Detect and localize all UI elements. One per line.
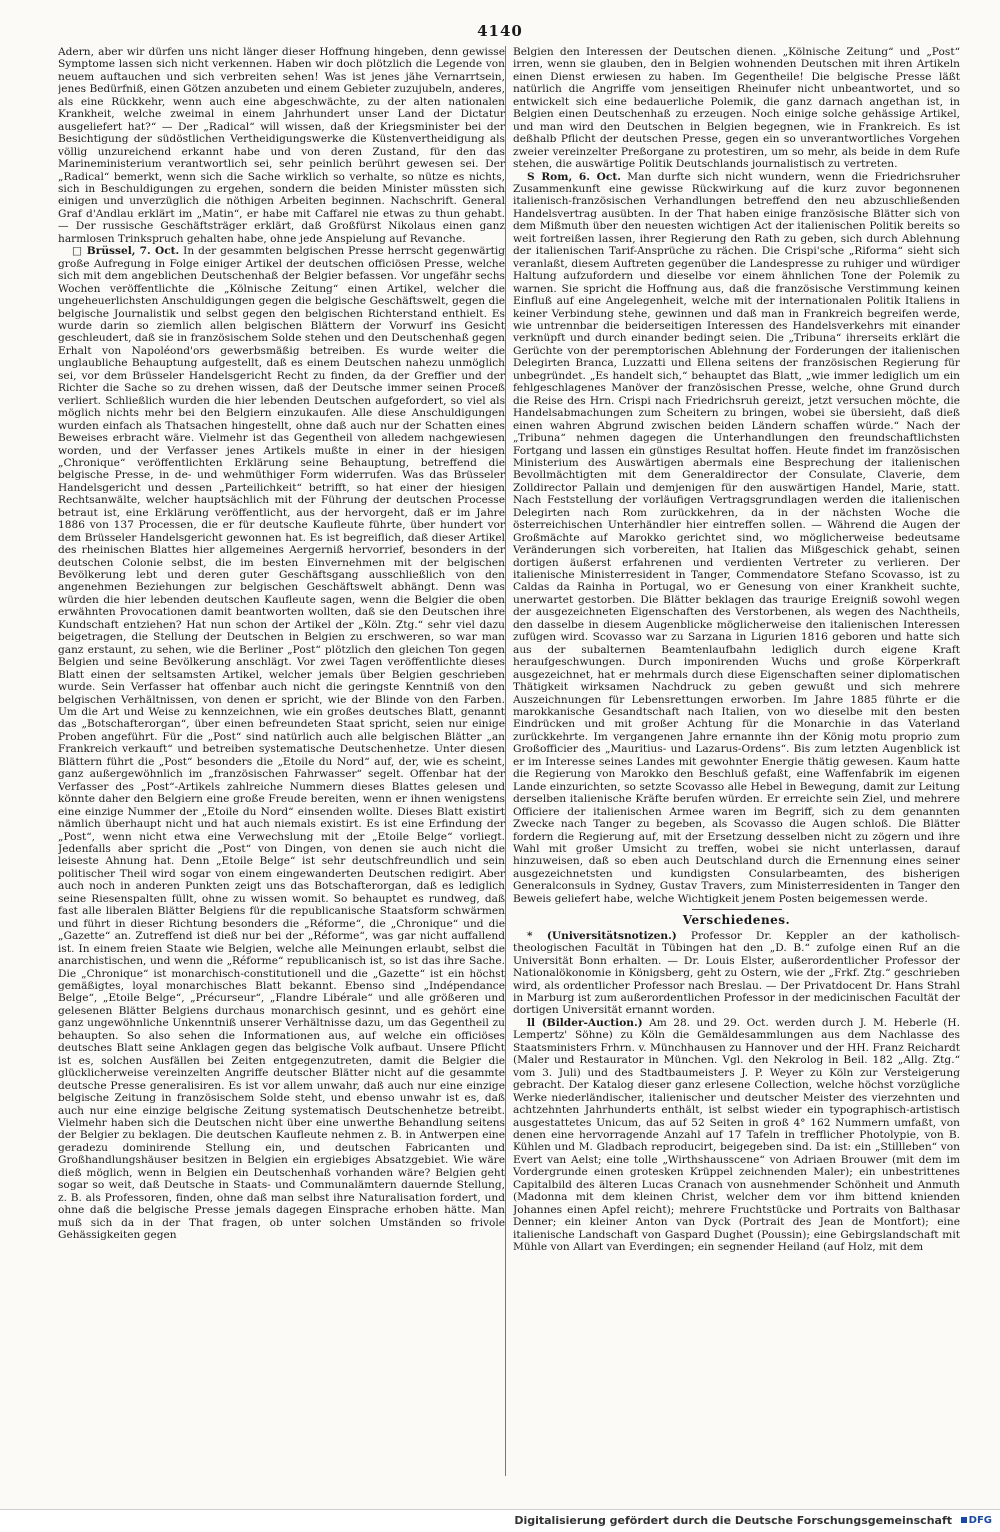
paragraph-text: Professor Dr. Keppler an der katholisch-theologischen Facultät in Tübingen hat den „D. B.“ zufolge einen Ruf an die Universität Bonn erhalten. — Dr. Louis Elster, außerordentlicher Professor der Nationalökonomie in Königsberg, geht zu Ostern, wie der „Frkf. Ztg.“ geschrieben wird, als ordentlicher Professor nach Breslau. — Der Privatdocent Dr. Hans Strahl in Marburg ist zum außerordentlichen Professor in der medicinischen Facultät der dortigen Universität ernannt worden. — [513, 929, 960, 1017]
section-rule — [692, 909, 782, 910]
paragraph-text: Am 28. und 29. Oct. werden durch J. M. Heberle (H. Lempertz' Söhne) zu Köln die Gemäldesammlungen aus dem Nachlasse des Staatsministers Frhrn. v. Münchhausen zu Hannover und der HH. Franz Reichardt (Maler und Restaurator in München. Vgl. den Nekrolog in Beil. 182 „Allg. Ztg.“ vom 3. Juli) und des Stadtbaumeisters J. P. Weyer zu Köln zur Versteigerung gebracht. Der Katalog dieser ganz erlesene Collection, welche höchst vorzügliche Werke niederländischer, italienischer und deutscher Meister des vierzehnten und achtzehnten Jahrhunderts enthält, ist selbst wieder ein typographisch-artistisch ausgestattetes Unicum, das auf 52 Seiten in groß 4° 162 Nummern umfaßt, von denen eine hervorragende Anzahl auf 17 Tafeln in trefflicher Photolypie, von B. Kühlen und M. Gladbach reproducirt, beigegeben sind. Da ist: ein „Stillleben“ von Evert van Aelst; eine tolle „Wirthshausscene“ von Adriaen Brouwer (mit dem im Vordergrunde einen grotesken Krüppel zeichnenden Maler); ein unbestrittenes Capitalbild des älteren Lucas Cranach von ausnehmender Schönheit und Anmuth (Madonna mit dem kleinen Christ, welcher dem vor ihm bittend knienden Johannes einen Apfel reicht); mehrere Fruchtstücke und Portraits von Balthasar Denner; ein kleiner Anton van Dyck (Portrait des Jean de Montfort); eine italienische Landschaft von Gaspard Dughet (Poussin); eine Gebirgslandschaft mit Mühle von Allart van Everdingen; ein segnender Heiland (auf Holz, mit dem — [513, 1016, 960, 1254]
paragraph-universitaet — [513, 930, 960, 1017]
dateline: S Rom, 6. Oct. — [527, 170, 621, 183]
paragraph-continued: Adern, aber wir dürfen uns nicht länger dieser Hoffnung hingeben, denn gewisse Symptome lassen sich nicht verkennen. Haben wir doch plötzlich die Legende von neuem auftauchen und sich verbreiten sehen! Was ist jenes jähe Vernarrtsein, jenes Bedürfniß, einen Götzen anzubeten und einem Gebieter zuzujubeln, anderes, als eine Rückkehr, wenn auch eine abgeschwächte, zu der alten nationalen Krankheit, welche zweimal in einem Jahrhundert unser Land der Dictatur ausgeliefert hat?“ — Der „Radical“ will wissen, daß der Kriegsminister bei der Besichtigung der südöstlichen Vertheidigungswerke die Küstenvertheidigung als völlig unzureichend erkannt habe und von deren Zustand, für den das Marineministerium verantwortlich sei, sehr peinlich berührt gewesen sei. Der „Radical“ bemerkt, wenn sich die Sache wirklich so verhalte, so nütze es nichts, sich in Beschuldigungen zu ergehen, sondern die beiden Minister müssten sich einigen und unverzüglich die nöthigen Arbeiten beginnen. Nachschrift. General Graf d'Andlau erklärt im „Matin“, er habe mit Caffarel nie etwas zu thun gehabt. — Der russische Geschäftsträger erklärt, daß Großfürst Nikolaus einen ganz harmlosen Trinkspruch gehalten habe, ohne jede Anspielung auf Revanche. — [58, 46, 505, 245]
column-divider — [505, 46, 506, 1476]
dateline: □ Brüssel, 7. Oct. — [72, 245, 180, 258]
right-column — [513, 46, 960, 1476]
dateline: ll (Bilder-Auction.) — [527, 1016, 643, 1029]
dateline: * (Universitätsnotizen.) — [527, 929, 677, 942]
footer-bar — [0, 1509, 1000, 1532]
paragraph-text: Man durfte sich nicht wundern, wenn die Friedrichsruher Zusammenkunft eine gewisse Rückwirkung auf die kurz zuvor begonnenen italienisch-französischen Verhandlungen betreffend den neu abzuschließenden Handelsvertrag ausübten. In der That haben einige französische Blätter sich von dem Mißmuth über den neuesten wichtigen Act der italienischen Politik bereits so weit fortreißen lassen, ihrer Regierung den Rath zu geben, sich durch Ablehnung der italienischen Tarif-Ansprüche zu rächen. Die Crispi'sche „Riforma“ sieht sich veranlaßt, diesem Auftreten gegenüber die Landespresse zu ruhiger und würdiger Haltung aufzufordern und dieselbe vor einem ähnlichen Tone der Polemik zu warnen. Sie spricht die Hoffnung aus, daß die französische Verstimmung keinen Einfluß auf eine Angelegenheit, welche mit der internationalen Politik Italiens in keiner Verbindung stehe, gewinnen und daß man in Frankreich begreifen werde, wie untrennbar die beiderseitigen Interessen des Handelsverkehrs mit einander verknüpft und durch einander bedingt seien. Die „Tribuna“ ihrerseits erklärt die Gerüchte von der peremptorischen Ablehnung der Forderungen der italienischen Delegirten Branca, Luzzatti und Ellena seitens der französischen Regierung für unbegründet. „Es handelt sich,“ behauptet das Blatt, „wie immer lediglich um ein fehlgeschlagenes Manöver der französischen Presse, welche, ohne Grund durch die Reise des Hrn. Crispi nach Friedrichsruh gereizt, jetzt versuchen möchte, die Handelsabmachungen zum Scheitern zu bringen, wobei sie übersieht, daß dieß einen wahren Abgrund zwischen beiden Ländern schaffen würde.“ Nach der „Tribuna“ nehmen dagegen die Unterhandlungen den freundschaftlichsten Fortgang und lassen ein günstiges Resultat hoffen. Heute findet im französischen Ministerium des Auswärtigen abermals eine Besprechung der italienischen Bevollmächtigten mit dem Generaldirector der Consulate, Claverie, dem Zolldirector Pallain und demjenigen für den auswärtigen Handel, Marie, statt. Nach Feststellung der vorläufigen Vertragsgrundlagen werden die italienischen Delegirten nach Rom zurückkehren, da in der nächsten Woche die österreichischen Unterhändler hier eintreffen sollen. — Während die Augen der Großmächte auf Marokko gerichtet sind, wo möglicherweise bedeutsame Veränderungen sich vorbereiten, hat Italien das Mißgeschick gehabt, seinen dortigen äußerst erfahrenen und verdienten Vertreter zu verlieren. Der italienische Ministerresident in Tanger, Commendatore Stefano Scovasso, ist zu Caldas da Rainha in Portugal, wo er Genesung von einer Krankheit suchte, unerwartet gestorben. Die Blätter beklagen das traurige Ereigniß sowohl wegen der ausgezeichneten Eigenschaften des Verstorbenen, als wegen des Nachtheils, den dasselbe in diesem Augenblicke möglicherweise den italienischen Interessen zufügen wird. Scovasso war zu Sarzana in Ligurien 1816 geboren und hatte sich aus der subalternen Beamtenlaufbahn lediglich durch eigene Kraft heraufgeschwungen. Durch imponirenden Wuchs und große Körperkraft ausgezeichnet, hat er mehrmals durch diese Eigenschaften seiner diplomatischen Thätigkeit wirksamen Nachdruck zu geben gewußt und sich mehrere Auszeichnungen für Lebensrettungen erworben. Im Jahre 1885 führte er die marokkanische Gesandtschaft nach Italien, von wo dieselbe mit den besten Eindrücken und mit großer Achtung für die Monarchie in das Vaterland zurückkehrte. Im vergangenen Jahre ernannte ihn der König motu proprio zum Großofficier des „Mauritius- und Lazarus-Ordens“. Bis zum letzten Augenblick ist er im Interesse seines Landes mit gewohnter Energie thätig gewesen. Kaum hatte die Regierung von Marokko den Beschluß gefaßt, eine Waffenfabrik im eigenen Lande einzurichten, so setzte Scovasso alle Hebel in Bewegung, damit zur Leitung derselben italienische Kräfte berufen würden. Er erreichte sein Ziel, und mehrere Officiere der italienischen Armee waren im Begriff, sich zu dem genannten Zwecke nach Tanger zu begeben, als Scovasso die Augen schloß. Die Blätter fordern die Regierung auf, mit der Ersetzung desselben nicht zu zögern und ihre Wahl mit großer Umsicht zu treffen, wobei sie nicht unterlassen, darauf hinzuweisen, daß so eben auch Deutschland durch die Ernennung eines seiner ausgezeichnetsten und kundigsten Consularbeamten, des bisherigen Generalconsuls in Sydney, Gustav Travers, zum Ministerresidenten in Tanger den Beweis geliefert habe, welche Wichtigkeit jenem Posten beigemessen werde. — [513, 170, 960, 905]
left-column — [58, 46, 505, 1476]
paragraph-bruessel — [58, 245, 505, 1241]
dfg-logo-icon — [958, 1513, 992, 1528]
dfg-logo-text: DFG — [968, 1515, 992, 1526]
paragraph-rom — [513, 171, 960, 906]
paragraph-text: In der gesammten belgischen Presse herrscht gegenwärtig große Aufregung in Folge einiger Artikel der deutschen officiösen Presse, welche sich mit dem angeblichen Deutschenhaß der Belgier befassen. Vor ungefähr sechs Wochen veröffentlichte die „Kölnische Zeitung“ einen Artikel, welcher die ungeheuerlichsten Anschuldigungen gegen die belgische Geschäftswelt, gegen die belgische Journalistik und selbst gegen den belgischen Richterstand enthielt. Es wurde darin so ziemlich allen belgischen Blättern der Vorwurf ins Gesicht geschleudert, daß sie in französischem Solde stehen und den Deutschenhaß gegen Erhalt von Napoléond'ors gewerbsmäßig betreiben. Es wurde weiter die unglaubliche Behauptung aufgestellt, daß es einem Deutschen nahezu unmöglich sei, vor dem Brüsseler Handelsgericht Recht zu finden, da der Greffier und der Richter die Sache so zu drehen wissen, daß der Deutsche immer seinen Proceß verliert. Schließlich wurden die hier lebenden Deutschen aufgefordert, so viel als möglich nichts mehr bei den Belgiern einzukaufen. Alle diese Anschuldigungen wurden einfach als Thatsachen hingestellt, ohne daß auch nur der Schatten eines Beweises erbracht wäre. Vielmehr ist das Gegentheil von alledem nachgewiesen worden, und der Verfasser jenes Artikels mußte in einer in der hiesigen „Chronique“ veröffentlichten Erklärung seine Behauptung, betreffend die belgische Presse, in de- und wehmüthiger Form widerrufen. Was das Brüsseler Handelsgericht und dessen „Parteilichkeit“ betrifft, so hat einer der hiesigen Rechtsanwälte, welcher hauptsächlich mit der Führung der deutschen Processe betraut ist, eine Erklärung veröffentlicht, aus der hervorgeht, daß er im Jahre 1886 von 137 Processen, die er für deutsche Kaufleute führte, über hundert vor dem Brüsseler Handelsgericht gewonnen hat. Es ist begreiflich, daß dieser Artikel des rheinischen Blattes hier allgemeines Aergerniß hervorrief, besonders in der deutschen Colonie selbst, die im besten Einvernehmen mit der belgischen Bevölkerung lebt und deren guter Geschäftsgang ausschließlich von den angenehmen Beziehungen zur belgischen Geschäftswelt abhängt. Denn was würden die hier lebenden deutschen Kaufleute sagen, wenn die Belgier die oben erwähnten Provocationen damit beantworten wollten, daß sie den Deutschen ihre Kundschaft entziehen? Hat nun schon der Artikel der „Köln. Ztg.“ sehr viel dazu beigetragen, die Stellung der Deutschen in Belgien zu erschweren, so war man ganz erstaunt, zu sehen, wie die Berliner „Post“ plötzlich den gleichen Ton gegen Belgien und seine Bevölkerung anschlägt. Vor zwei Tagen veröffentlichte dieses Blatt einen der seltsamsten Artikel, welcher jemals über Belgien geschrieben wurde. Sein Verfasser hat offenbar auch nicht die geringste Kenntniß von den belgischen Verhältnissen, von denen er spricht, wie der Blinde von den Farben. Um die Art und Weise zu kennzeichnen, wie ein großes deutsches Blatt, genannt das „Botschafterorgan“, über einen befreundeten Staat spricht, seien nur einige Proben angeführt. Für die „Post“ sind natürlich auch alle belgischen Blätter „an Frankreich verkauft“ und betreiben systematische Deutschenhetze. Unter diesen Blättern führt die „Post“ besonders die „Etoile du Nord“ auf, der, wie es scheint, ganz außergewöhnlich im „französischen Fahrwasser“ segelt. Offenbar hat der Verfasser des „Post“-Artikels zahlreiche Nummern dieses Blattes gelesen und könnte daher den Belgiern eine große Freude bereiten, wenn er ihnen wenigstens eine einzige Nummer der „Etoile du Nord“ einsenden wollte. Dieses Blatt existirt nämlich überhaupt nicht und hat auch niemals existirt. Es ist eine Erfindung der „Post“, wenn nicht etwa eine Verwechslung mit der „Etoile Belge“ vorliegt. Jedenfalls aber spricht die „Post“ von Dingen, von denen sie auch nicht die leiseste Ahnung hat. Denn „Etoile Belge“ ist sehr deutschfreundlich und sein politischer Theil wird sogar von einem eingewanderten Deutschen redigirt. Aber auch noch in anderen Punkten zeigt uns das Botschafterorgan, daß es lediglich seine Riesenspalten füllt, ohne zu wissen womit. So behauptet es rundweg, daß fast alle liberalen Blätter Belgiens für die republicanische Staatsform schwärmen und führt in dieser Richtung besonders die „Réforme“, die „Chronique“ und die „Gazette“ an. Zutreffend ist dieß nur bei der „Réforme“, was gar nicht auffallend ist. In einem freien Staate wie Belgien, welche alle Meinungen erlaubt, selbst die anarchistischen, und wenn die „Réforme“ republicanisch ist, so ist das ihre Sache. Die „Chronique“ ist monarchisch-constitutionell und die „Gazette“ ist ein höchst gemäßigtes, loyal monarchisches Blatt bekannt. Ebenso sind „Indépendance Belge“, „Etoile Belge“, „Précurseur“, „Flandre Libérale“ und alle größeren und gelesenen Blätter Belgiens durchaus monarchisch gesinnt, und es gehört eine ganz ungewöhnliche Unkenntniß unserer Verhältnisse dazu, um das Gegentheil zu behaupten. So also sehen die Informationen aus, auf welche ein officiöses deutsches Blatt seine Anklagen gegen das belgische Volk aufbaut. Unsere Pflicht ist es, solchen Ausfällen bei Zeiten entgegenzutreten, damit die Belgier die glücklicherweise vereinzelten Angriffe deutscher Blätter nicht auf die gesammte deutsche Presse generalisiren. Es ist vor allem unwahr, daß auch nur eine einzige belgische Zeitung in französischem Solde steht, und ebenso unwahr ist es, daß auch nur eine einzige belgische Zeitung systematisch Deutschenhetze betreibt. Vielmehr haben sich die Deutschen nicht über eine unwerthe Behandlung seitens der Belgier zu beklagen. Die deutschen Kaufleute nehmen z. B. in Antwerpen eine geradezu dominirende Stellung ein, und deutschen Fabricanten und Großhandlungshäuser besitzen in Belgien ein ergiebiges Absatzgebiet. Wie wäre dieß möglich, wenn in Belgien ein Deutschenhaß vorhanden wäre? Belgien geht sogar so weit, daß Deutsche in Staats- und Communalämtern dauernde Stellung, z. B. als Professoren, finden, ohne daß man selbst ihre Naturalisation fordert, und ohne daß die belgische Presse jemals dagegen Einsprache erhoben hätte. Man muß sich da in der That fragen, ob unter solchen Umständen so frivole Gehässigkeiten gegen — [58, 245, 505, 1242]
section-heading: Verschiedenes. — [682, 913, 791, 928]
paragraph-bilder-auction — [513, 1017, 960, 1254]
footer-credit: Digitalisierung gefördert durch die Deutsche Forschungsgemeinschaft — [514, 1514, 952, 1527]
paragraph-continued-right: Belgien den Interessen der Deutschen dienen. „Kölnische Zeitung“ und „Post“ irren, wenn sie glauben, den in Belgien wohnenden Deutschen mit ihren Artikeln einen Dienst erwiesen zu haben. Im Gegentheile! Die belgische Presse läßt natürlich die Angriffe vom jenseitigen Rheinufer nicht unbeantwortet, und so entwickelt sich eine bedauerliche Polemik, die ganz darnach angethan ist, in Belgien einen Deutschenhaß zu erzeugen. Noch einige solche gehässige Artikel, und man wird den Deutschen in Belgien begegnen, wie in Frankreich. Es ist deßhalb Pflicht der deutschen Presse, gegen ein so unverantwortliches Vorgehen zweier vereinzelter Preßorgane zu protestiren, um so mehr, als beide in dem Rufe stehen, die auswärtige Politik Deutschlands journalistisch zu vertreten. — [513, 46, 960, 171]
page-number: 4140 — [477, 22, 523, 40]
